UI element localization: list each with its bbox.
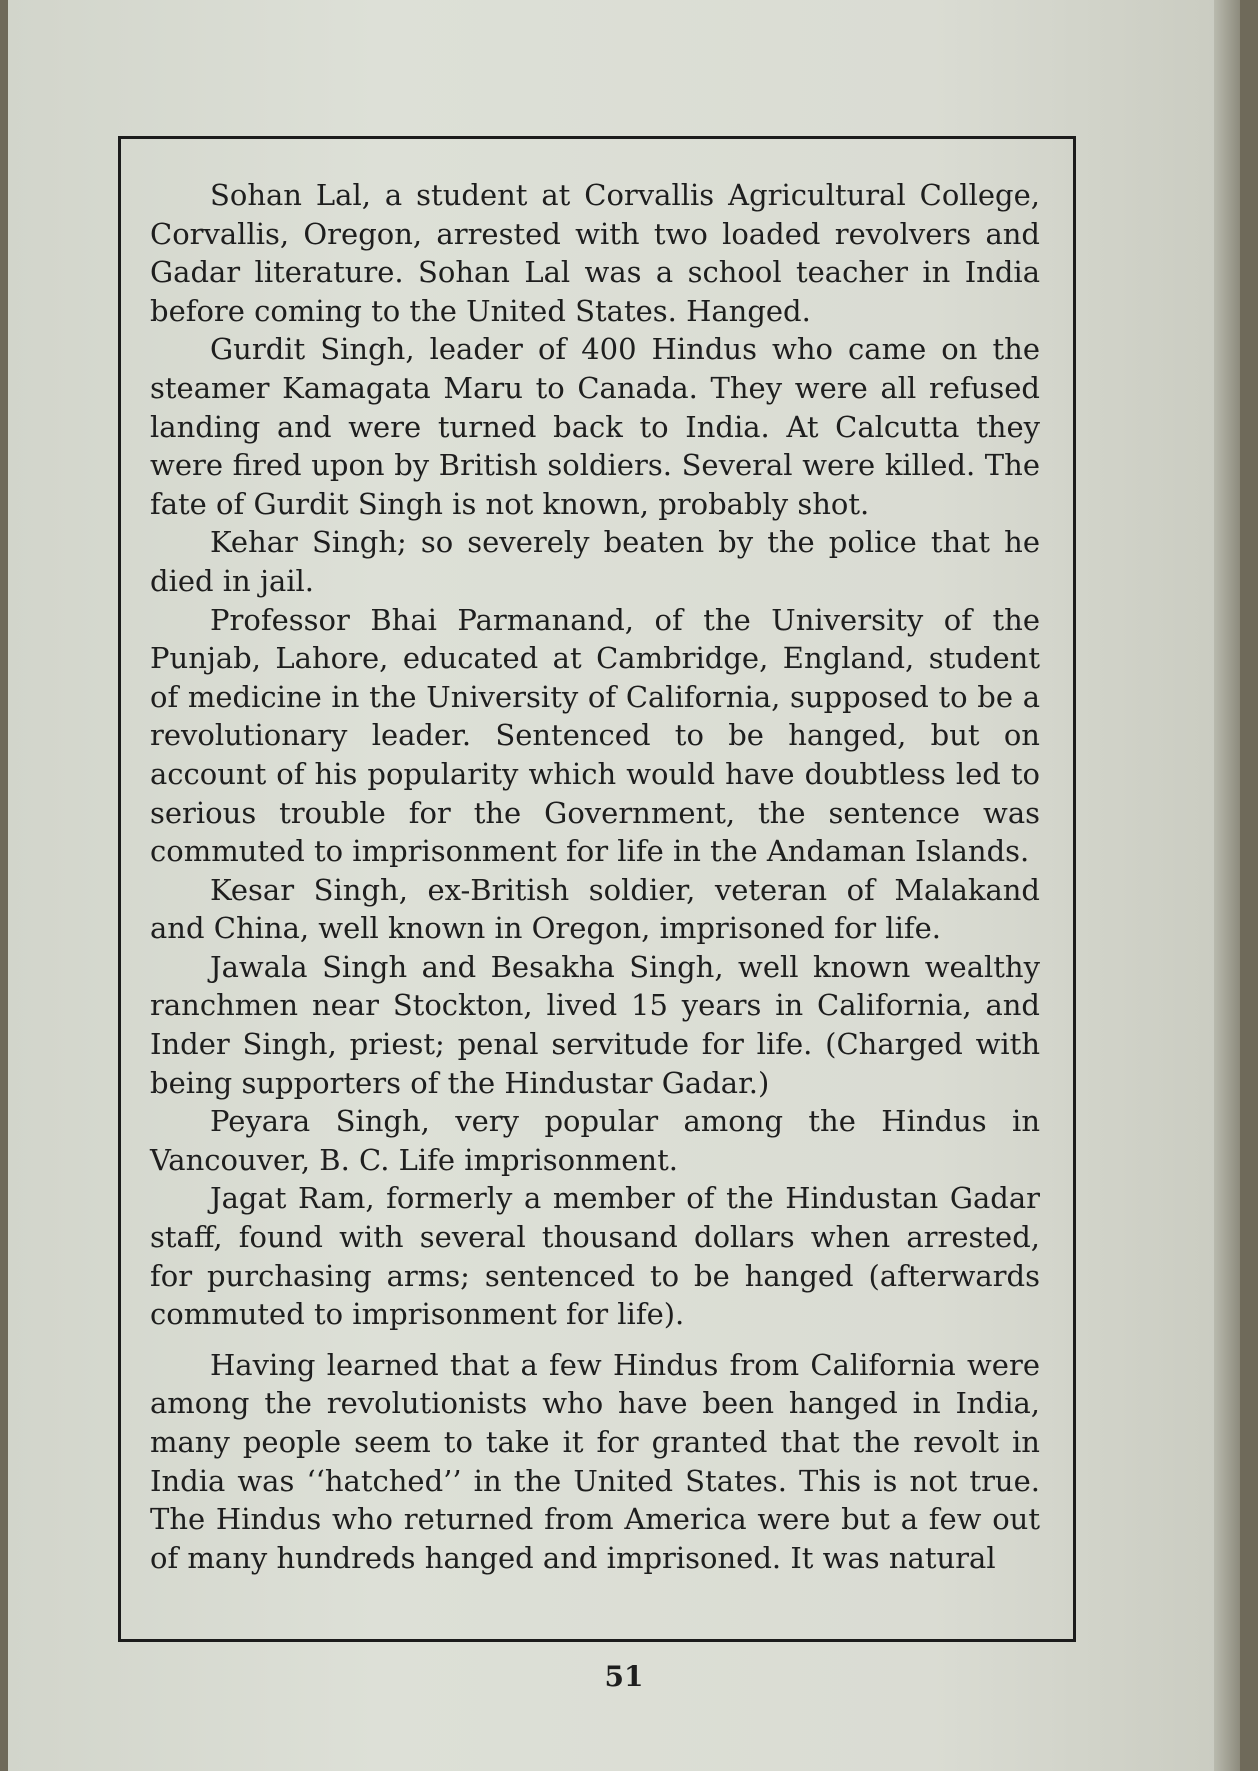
page-edge [1214,0,1240,1771]
paragraph-jagat-ram: Jagat Ram, formerly a member of the Hindustan Gadar staff, found with several thousand dollars when arrested, for purchasing arms; sentenced to be hanged (afterwards commuted to imprisonment for life). [150,1181,1040,1332]
paragraph-kesar-singh: Kesar Singh, ex-British soldier, veteran of Malakand and China, well known in Oregon, imprisoned for life. [150,872,1040,946]
paragraph-gurdit-singh: Gurdit Singh, leader of 400 Hindus who came on the steamer Kamagata Maru to Canada. They were all refused landing and were turned back to India. At Calcutta they were fired upon by British soldiers. Several were killed. The fate of Gurdit Singh is not known, probably shot. [150,332,1040,521]
page-number: 51 [604,1660,644,1693]
paragraph-bhai-parmanand: Professor Bhai Parmanand, of the University of the Punjab, Lahore, educated at Cambridge, England, student of medicine in the University of California, supposed to be a revolutionary leader. Sentenced to be hanged, but on account of his popularity which would have doubtless led to serious trouble for the Government, the sentence was commuted to imprisonment for life in the Andaman Islands. [150,602,1040,869]
paragraph-jawala-singh: Jawala Singh and Besakha Singh, well known wealthy ranchmen near Stockton, lived 15 years in California, and Inder Singh, priest; penal servitude for life. (Charged with being supporters of the Hindustar Gadar.) [150,949,1040,1100]
body-text [150,176,1040,1577]
paragraph-conclusion: Having learned that a few Hindus from California were among the revolutionists who have been hanged in India, many people seem to take it for granted that the revolt in India was ‘‘hatched’’ in the United States. This is not true. The Hindus who returned from America were but a few out of many hundreds hanged and imprisoned. It was natural [150,1347,1040,1575]
paragraph-sohan-lal: Sohan Lal, a student at Corvallis Agricultural College, Corvallis, Oregon, arrested with two loaded revolvers and Gadar literature. Sohan Lal was a school teacher in India before coming to the United States. Hanged. [150,178,1040,328]
paragraph-peyara-singh: Peyara Singh, very popular among the Hindus in Vancouver, B. C. Life imprisonment. [150,1104,1040,1177]
book-page [8,0,1240,1771]
paragraph-kehar-singh: Kehar Singh; so severely beaten by the police that he died in jail. [150,525,1040,598]
